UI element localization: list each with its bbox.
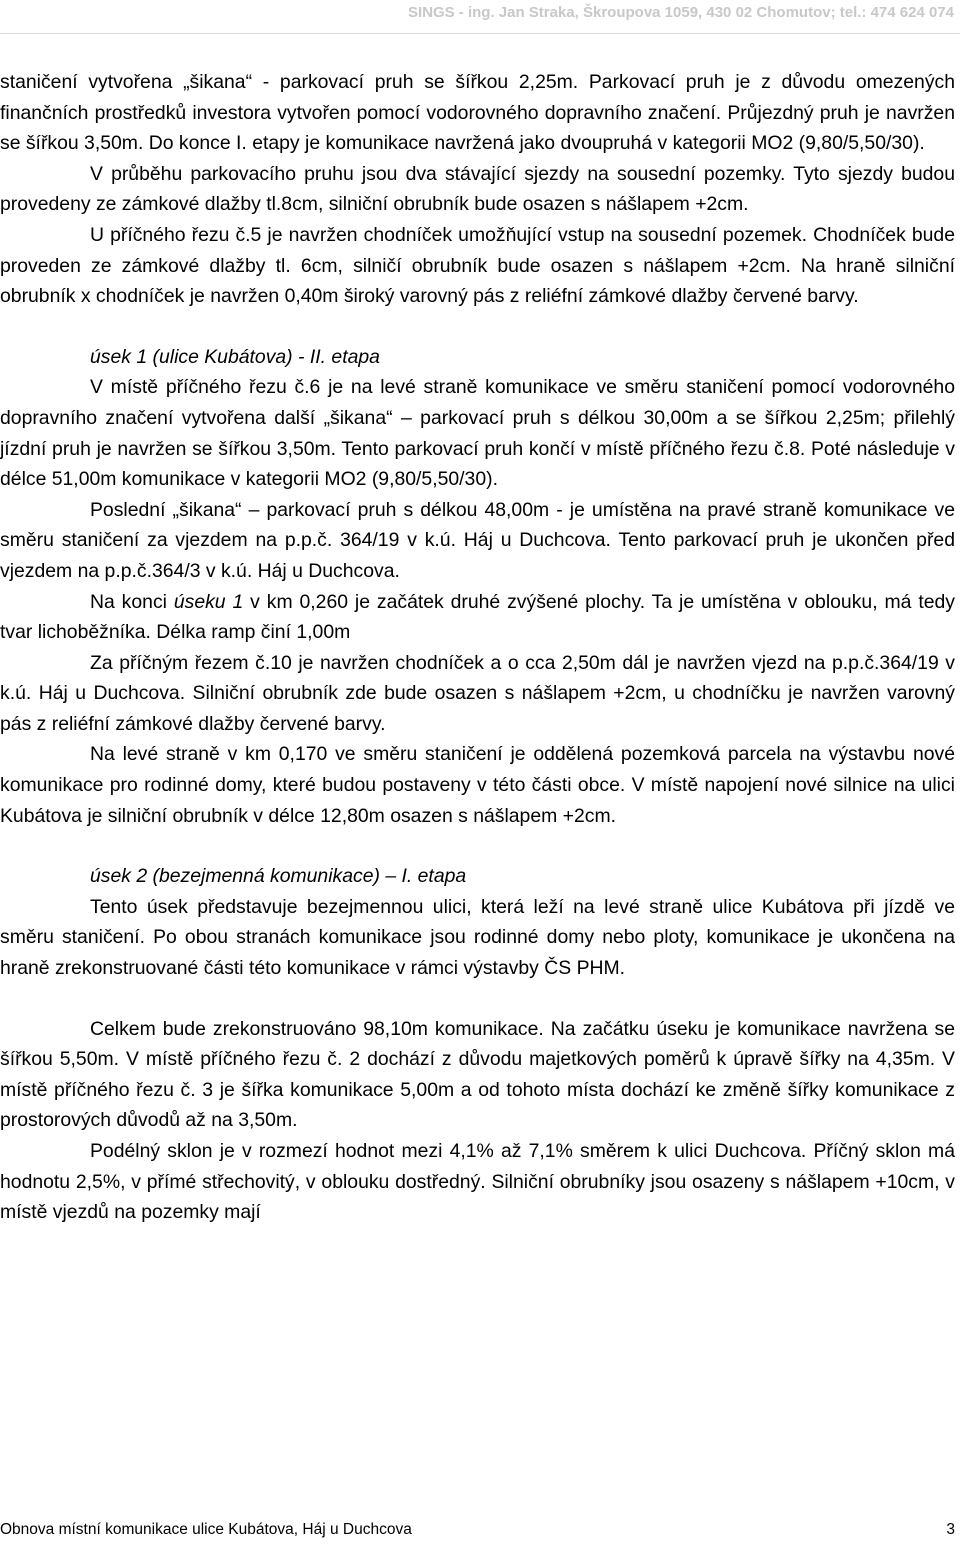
page-number: 3 [946, 1521, 955, 1538]
spacer [0, 831, 955, 861]
paragraph: Celkem bude zrekonstruováno 98,10m komunikace. Na začátku úseku je komunikace navržena se šířkou 5,50m. V místě příčného řezu č. 2 dochází z důvodu majetkových poměrů k úpravě šířky na 4,35m. V místě příčného řezu č. 3 je šířka komunikace 5,00m a od tohoto místa dochází ke změně šířky komunikace z prostorových důvodů až na 3,50m. [0, 1017, 955, 1132]
header-divider [0, 33, 960, 34]
paragraph: V místě příčného řezu č.6 je na levé straně komunikace ve směru staničení pomocí vodorovného dopravního značení vytvořena další „šikana“ – parkovací pruh s délkou 30,00m a se šířkou 2,25m; přilehlý jízdní pruh je navržen se šířkou 3,50m. Tento parkovací pruh končí v místě příčného řezu č.8. Poté následuje v délce 51,00m komunikace v kategorii MO2 (9,80/5,50/30). [0, 376, 955, 491]
section-heading-usek-2: úsek 2 (bezejmenná komunikace) – I. etapa [90, 865, 467, 888]
paragraph: Tento úsek představuje bezejmennou ulici, která leží na levé straně ulice Kubátova při jízdě ve směru staničení. Po obou stranách komunikace jsou rodinné domy nebo ploty, komunikace je ukončena na hraně zrekonstruované části této komunikace v rámci výstavby ČS PHM. [0, 895, 955, 980]
footer-title: Obnova místní komunikace ulice Kubátova, Háj u Duchcova [0, 1521, 412, 1538]
paragraph: U příčného řezu č.5 je navržen chodníček umožňující vstup na sousední pozemek. Chodníček bude proveden ze zámkové dlažby tl. 6cm, silničí obrubník bude osazen s nášlapem +2cm. Na hraně silniční obrubník x chodníček je navržen 0,40m široký varovný pás z reliéfní zámkové dlažby červené barvy. [0, 223, 955, 308]
paragraph-text: Na konci [90, 590, 174, 613]
spacer [0, 984, 955, 1014]
paragraph: Poslední „šikana“ – parkovací pruh s délkou 48,00m - je umístěna na pravé straně komunikace ve směru staničení za vjezdem na p.p.č. 364/19 v k.ú. Háj u Duchcova. Tento parkovací pruh je ukončen před vjezdem na p.p.č.364/3 v k.ú. Háj u Duchcova. [0, 498, 955, 582]
paragraph: staničení vytvořena „šikana“ - parkovací pruh se šířkou 2,25m. Parkovací pruh je z důvodu omezených finančních prostředků investora vytvořen pomocí vodorovného dopravního značení. Průjezdný pruh je navržen se šířkou 3,50m. Do konce I. etapy je komunikace navržená jako dvoupruhá v kategorii MO2 (9,80/5,50/30). [0, 71, 955, 155]
italic-term: úseku 1 [173, 590, 244, 613]
paragraph: Podélný sklon je v rozmezí hodnot mezi 4,1% až 7,1% směrem k ulici Duchcova. Příčný sklon má hodnotu 2,5%, v přímé střechovitý, v oblouku dostředný. Silniční obrubníky jsou osazeny s nášlapem +10cm, v místě vjezdů na pozemky mají [0, 1140, 955, 1224]
section-heading-usek-1: úsek 1 (ulice Kubátova) - II. etapa [90, 345, 380, 368]
page-header: SINGS - ing. Jan Straka, Škroupova 1059, 430 02 Chomutov; tel.: 474 624 074 [407, 4, 954, 21]
spacer [0, 312, 955, 342]
paragraph: V průběhu parkovacího pruhu jsou dva stávající sjezdy na sousední pozemky. Tyto sjezdy budou provedeny ze zámkové dlažby tl.8cm, silniční obrubník bude osazen s nášlapem +2cm. [0, 162, 955, 216]
paragraph-text: v km 0,260 je začátek druhé zvýšené plochy. Ta je umístěna v oblouku, má tedy tvar lichoběžníka. Délka ramp činí 1,00m [0, 590, 955, 644]
paragraph: Na levé straně v km 0,170 ve směru staničení je oddělená pozemková parcela na výstavbu nové komunikace pro rodinné domy, které budou postaveny v této části obce. V místě napojení nové silnice na ulici Kubátova je silniční obrubník v délce 12,80m osazen s nášlapem +2cm. [0, 743, 955, 827]
document-body [0, 67, 955, 1228]
paragraph [0, 587, 955, 648]
paragraph: Za příčným řezem č.10 je navržen chodníček a o cca 2,50m dál je navržen vjezd na p.p.č.364/19 v k.ú. Háj u Duchcova. Silniční obrubník zde bude osazen s nášlapem +2cm, u chodníčku je navržen varovný pás z reliéfní zámkové dlažby červené barvy. [0, 651, 955, 735]
